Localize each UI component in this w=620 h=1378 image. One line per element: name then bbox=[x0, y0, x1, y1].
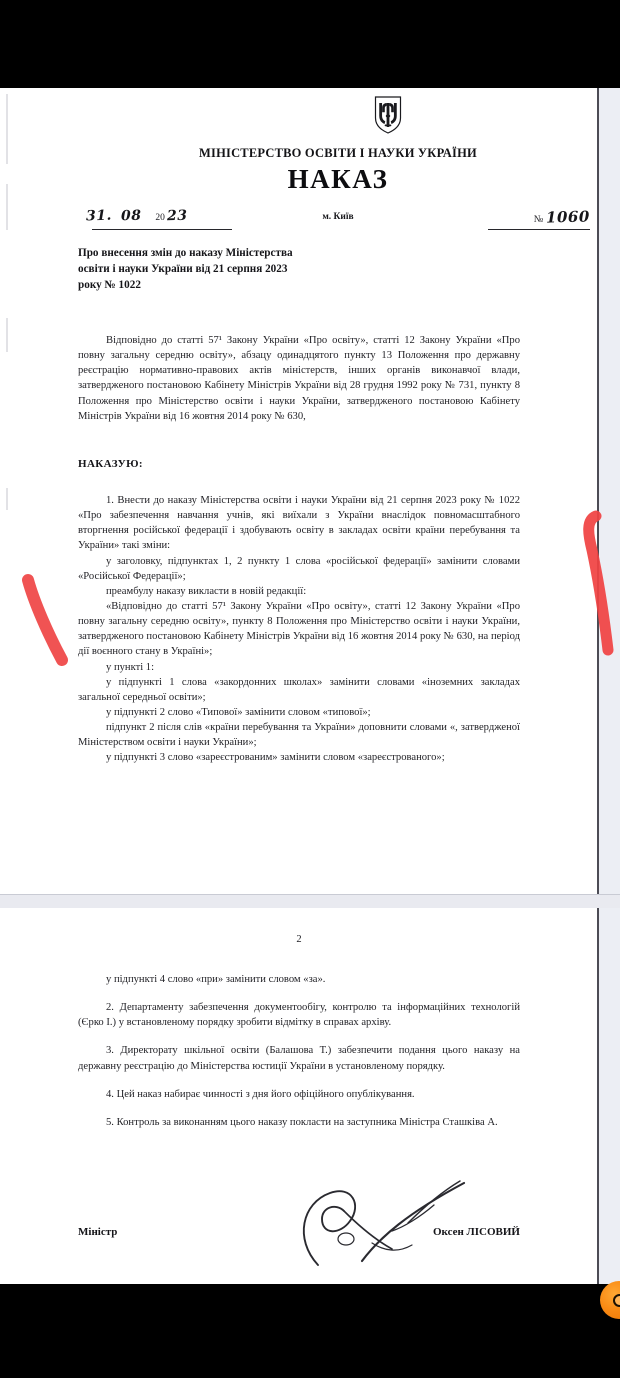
ministry-letterhead: МІНІСТЕРСТВО ОСВІТИ І НАУКИ УКРАЇНИ bbox=[199, 146, 477, 160]
order-item: 3. Директорату шкільної освіти (Балашова Т.) забезпечити подання цього наказу на державну реєстрацію до Міністерства юстиції України в установленому порядку. bbox=[78, 1045, 520, 1072]
order-item: «Відповідно до статті 57¹ Закону України «Про освіту», статті 12 Закону України «Про повну загальну середню освіту», пункту 8 Положення про Міністерство освіти і науки України, затвердженого постановою Кабінету Міністрів України від 16 жовтня 2014 року № 630, на період дії воєнного стану в Україні»; bbox=[78, 600, 520, 658]
order-item: підпункт 2 після слів «країни перебування та України» доповнити словами «, затвердженої Міністерством освіти і науки України»; bbox=[78, 722, 520, 749]
date-month-handwritten: 08 bbox=[120, 207, 142, 225]
order-item: у пункті 1: bbox=[106, 661, 155, 673]
document-title: НАКАЗ bbox=[287, 164, 389, 194]
document-city: м. Київ bbox=[322, 212, 354, 222]
order-item: у підпункті 1 слова «закордонних школах» замінити словами «іноземних закладах загальної середньої освіти»; bbox=[78, 676, 520, 703]
page-1-items-block bbox=[78, 493, 520, 766]
page-number: 2 bbox=[296, 934, 302, 945]
order-item: у підпункті 4 слово «при» замінити словом «за». bbox=[106, 974, 326, 985]
page-2-edge-line bbox=[597, 908, 599, 1284]
order-item: у заголовку, підпунктах 1, 2 пункту 1 слова «російської федерації» замінити словами «Російської Федерації»; bbox=[78, 555, 520, 582]
page-2-right-gutter bbox=[598, 908, 620, 1284]
document-header-row bbox=[78, 208, 598, 234]
viewer-top-letterbox bbox=[0, 0, 620, 88]
order-keyword: НАКАЗУЮ: bbox=[78, 458, 143, 470]
number-sign: № bbox=[533, 214, 544, 225]
badge-ring-icon bbox=[613, 1294, 620, 1307]
page-2-items-block bbox=[78, 972, 520, 1143]
order-item: 1. Внести до наказу Міністерства освіти і науки України від 21 серпня 2023 року № 1022 «Про забезпечення навчання учнів, які виїхали з України внаслідок повномасштабного вторгнення російської федерації і здобувають освіту в закладах освіти країни перебування та України» такі зміни: bbox=[78, 495, 520, 552]
document-page-2[interactable] bbox=[0, 908, 598, 1284]
scan-artifact-edge bbox=[6, 488, 8, 510]
viewer-bottom-letterbox bbox=[0, 1284, 620, 1378]
scan-artifact-edge bbox=[6, 318, 8, 352]
number-underline bbox=[488, 229, 590, 230]
date-underline bbox=[92, 229, 232, 230]
date-day-handwritten: 31. bbox=[85, 207, 113, 225]
document-number-handwritten: 1060 bbox=[546, 207, 591, 227]
document-subject: Про внесення змін до наказу Міністерства освіти і науки України від 21 серпня 2023 року № 1022 bbox=[78, 247, 293, 291]
order-item: преамбулу наказу викласти в новій редакції: bbox=[106, 585, 307, 597]
year-prefix: 20 bbox=[155, 213, 165, 223]
order-item: 2. Департаменту забезпечення документообігу, контролю та інформаційних технологій (Єрко І.) у встановленому порядку зробити відмітку в справах архіву. bbox=[78, 1002, 520, 1029]
order-item: у підпункті 2 слово «Типової» замінити словом «типової»; bbox=[106, 706, 371, 718]
scan-artifact-edge bbox=[6, 184, 8, 230]
order-item: 5. Контроль за виконанням цього наказу покласти на заступника Міністра Сташківа А. bbox=[106, 1116, 498, 1128]
order-item: у підпункті 3 слово «зареєстрованим» замінити словом «зареєстрованого»; bbox=[106, 752, 445, 764]
year-suffix-handwritten: 23 bbox=[166, 207, 188, 225]
signature-block bbox=[78, 1226, 520, 1238]
ukraine-trident-coat-of-arms-icon bbox=[374, 96, 402, 134]
signer-role: Міністр bbox=[78, 1226, 118, 1238]
page-1-right-gutter bbox=[598, 88, 620, 894]
preamble-paragraph: Відповідно до статті 57¹ Закону України «Про освіту», статті 12 Закону України «Про повну загальну середню освіту», абзацу одинадцятого пункту 13 Положення про державну реєстрацію нормативно-правових актів міністерств, інших органів виконавчої влади, затвердженого постановою Кабінету Міністрів України від 28 грудня 1992 року № 731, пункту 8 Положення про Міністерство освіти і науки України, затвердженого постановою Кабінету Міністрів України від 16 жовтня 2014 року № 630, bbox=[78, 335, 520, 422]
page-1-edge-line bbox=[597, 88, 599, 894]
scan-artifact-edge bbox=[6, 94, 8, 164]
document-page-1[interactable] bbox=[0, 88, 598, 894]
document-preamble-block bbox=[78, 333, 520, 424]
handwritten-signature bbox=[288, 1173, 478, 1268]
document-number-field bbox=[534, 208, 590, 226]
order-item: 4. Цей наказ набирає чинності з дня його офіційного опублікування. bbox=[106, 1088, 415, 1100]
signer-name: Оксен ЛІСОВИЙ bbox=[432, 1226, 520, 1238]
order-keyword-block bbox=[78, 458, 520, 470]
